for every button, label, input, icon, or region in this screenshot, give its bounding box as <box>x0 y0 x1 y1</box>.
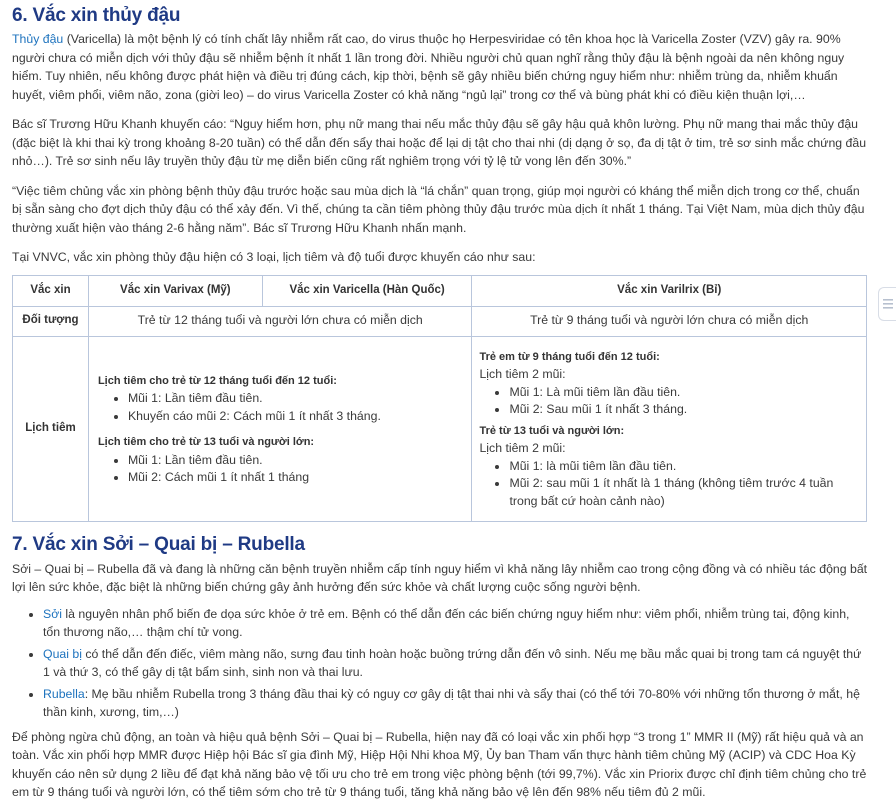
varicella-link[interactable]: Thủy đậu <box>12 32 64 46</box>
schedule-right-group-2-intro: Lịch tiêm 2 mũi: <box>479 441 566 456</box>
schedule-left-group-2-list <box>98 452 465 487</box>
schedule-right-cell <box>472 336 867 521</box>
table-row-schedule <box>13 336 867 521</box>
section-6-paragraph-3: “Việc tiêm chủng vắc xin phòng bệnh thủy đậu trước hoặc sau mùa dịch là “lá chắn” quan trọng, giúp mọi người có kháng thể miễn dịch trong cơ thể, chuẩn bị sẵn sàng cho đợt dịch thủy đậu có thể xảy đến. Vì thế, chúng ta cần tiêm phòng thủy đậu trước mùa dịch ít nhất 1 tháng. Tại Việt Nam, mùa dịch thủy đậu thường xuất hiện vào tháng 2-6 hằng năm”. Bác sĩ Trương Hữu Khanh nhấn mạnh. <box>12 183 865 235</box>
list-item: • Mũi 1: Là mũi tiêm lần đầu tiên. <box>509 384 859 402</box>
target-left-cell: Trẻ từ 12 tháng tuổi và người lớn chưa có miễn dịch <box>88 306 472 336</box>
table-row-target <box>13 306 867 336</box>
table-of-contents-button[interactable] <box>878 287 896 321</box>
row-label-target: Đối tượng <box>13 306 89 336</box>
list-item: • Mũi 1: Lần tiêm đầu tiên. <box>128 390 465 408</box>
section-7-title: 7. Vắc xin Sởi – Quai bị – Rubella <box>12 533 305 555</box>
section-6-paragraph-2: Bác sĩ Trương Hữu Khanh khuyến cáo: “Nguy hiểm hơn, phụ nữ mang thai nếu mắc thủy đậu sẽ gây hậu quả khôn lường. Phụ nữ mang thai mắc thủy đậu (đặc biệt là khi thai kỳ trong khoảng 8-20 tuần) có thể dẫn đến sẩy thai hoặc để lại dị tật cho thai nhi (dị dạng ở sọ, đa dị tật ở tim, trẻ sơ sinh mắc chứng đầu nhỏ…). Trẻ sơ sinh nếu lây truyền thủy đậu từ mẹ diễn biến cũng rất nghiêm trọng với tỷ lệ tử vong lên đến 30%.” <box>12 117 867 168</box>
rubella-link[interactable]: Rubella <box>43 686 85 701</box>
section-6-title: 6. Vắc xin thủy đậu <box>12 5 181 26</box>
schedule-right-group-1-title: Trẻ em từ 9 tháng tuổi đến 12 tuổi: <box>479 350 660 363</box>
schedule-right-group-2-title: Trẻ từ 13 tuổi và người lớn: <box>479 424 625 437</box>
list-item: • Rubella: Mẹ bầu nhiễm Rubella trong 3 tháng đầu thai kỳ có nguy cơ gây dị tật thai nhi và sẩy thai (có thể tới 70-80% với những tổn thương ở mắt, hệ thần kinh, xương, tim,…) <box>43 685 868 722</box>
list-item: • Mũi 2: sau mũi 1 ít nhất là 1 tháng (không tiêm trước 4 tuần trong bất cứ hoàn cảnh nào) <box>509 475 859 510</box>
schedule-right-group-1-intro: Lịch tiêm 2 mũi: <box>479 367 566 382</box>
row-label-schedule: Lịch tiêm <box>13 336 89 521</box>
section-6-paragraph-4: Tại VNVC, vắc xin phòng thủy đậu hiện có 3 loại, lịch tiêm và độ tuổi được khuyến cáo như sau: <box>12 250 536 264</box>
table-header-row <box>13 275 867 306</box>
list-item: • Sởi là nguyên nhân phổ biến đe dọa sức khỏe ở trẻ em. Bệnh có thể dẫn đến các biến chứng nguy hiểm như: viêm phổi, nhiễm trùng tai, động kinh, tổn thương não,… thậm chí tử vong. <box>43 605 868 642</box>
list-item: • Khuyến cáo mũi 2: Cách mũi 1 ít nhất 3 tháng. <box>128 408 465 426</box>
measles-link[interactable]: Sởi <box>43 606 62 621</box>
schedule-left-group-1-title: Lịch tiêm cho trẻ từ 12 tháng tuổi đến 12 tuổi: <box>97 374 337 387</box>
list-item: • Quai bị có thể dẫn đến điếc, viêm màng não, sưng đau tinh hoàn hoặc buồng trứng dẫn đến vô sinh. Nếu mẹ bầu mắc quai bị trong tam cá nguyệt thứ 1 và thứ 3, có thể gây dị tật bẩm sinh, sinh non và thai lưu. <box>43 645 868 682</box>
header-varicella: Vắc xin Varicella (Hàn Quốc) <box>262 275 472 306</box>
list-item: • Mũi 2: Cách mũi 1 ít nhất 1 tháng <box>128 469 465 487</box>
section-7-intro: Sởi – Quai bị – Rubella đã và đang là những căn bệnh truyền nhiễm cấp tính nguy hiểm vì khả năng lây nhiễm cao trong cộng đồng và có nhiều tác động bất lợi lên sức khỏe, đặc biệt là những biến chứng gây ảnh hưởng đến sức khỏe và chất lượng cuộc sống người bệnh. <box>12 561 868 594</box>
section-6-paragraph-1: Thủy đậu (Varicella) là một bệnh lý có tính chất lây nhiễm rất cao, do virus thuộc họ Herpesviridae có tên khoa học là Varicella Zoster (VZV) gây ra. 90% người chưa có miễn dịch với thủy đậu sẽ nhiễm bệnh ít nhất 1 lần trong đời. Nhiều người chủ quan nghĩ rằng thủy đậu là bệnh ngoài da nên không nguy hiểm. Tuy nhiên, nếu không được phát hiện và điều trị đúng cách, kịp thời, bệnh sẽ gây nhiều biến chứng nguy hiểm như: nhiễm trùng da, nhiễm khuẩn huyết, viêm phổi, viêm não, zona (giời leo) – do virus Varicella Zoster có khả năng “ngủ lại” trong cơ thể và bùng phát khi có điều kiện thuận lợi,… <box>12 32 845 102</box>
varicella-vaccine-table <box>12 275 867 522</box>
target-right-cell: Trẻ từ 9 tháng tuổi và người lớn chưa có miễn dịch <box>472 306 867 336</box>
disease-list <box>12 605 868 722</box>
schedule-left-group-2-title: Lịch tiêm cho trẻ từ 13 tuổi và người lớn: <box>97 436 315 448</box>
section-7-outro: Để phòng ngừa chủ động, an toàn và hiệu quả bệnh Sởi – Quai bị – Rubella, hiện nay đã có loại vắc xin phối hợp “3 trong 1” MMR II (Mỹ) rất hiệu quả và an toàn. Vắc xin phối hợp MMR được Hiệp hội Bác sĩ gia đình Mỹ, Hiệp Hội Nhi khoa Mỹ, Ủy ban Tham vấn thực hành tiêm chủng Mỹ (ACIP) và CDC Hoa Kỳ khuyến cáo nên sử dụng 2 liều để đạt khả năng bảo vệ tối ưu cho trẻ em trong việc phòng bệnh (tới 99,7%). Vắc xin Priorix được chỉ định tiêm chủng cho trẻ em từ 9 tháng tuổi và người lớn, có thể tiêm sớm cho trẻ từ 9 tháng tuổi, tăng khả năng bảo vệ lên đến 98% nếu tiêm đủ 2 mũi. <box>12 729 867 799</box>
schedule-right-group-2-list <box>479 458 859 511</box>
list-item: • Mũi 2: Sau mũi 1 ít nhất 3 tháng. <box>509 401 859 419</box>
schedule-left-cell <box>88 336 472 521</box>
list-icon <box>883 298 893 310</box>
header-varilrix: Vắc xin Varilrix (Bỉ) <box>472 275 867 306</box>
header-varivax: Vắc xin Varivax (Mỹ) <box>88 275 262 306</box>
schedule-left-group-1-list <box>98 390 465 425</box>
schedule-right-group-1-list <box>479 384 859 419</box>
header-vaccine: Vắc xin <box>13 275 89 306</box>
list-item: • Mũi 1: là mũi tiêm lần đầu tiên. <box>509 458 859 476</box>
list-item: • Mũi 1: Lần tiêm đầu tiên. <box>128 452 465 470</box>
mumps-link[interactable]: Quai bị <box>43 646 82 661</box>
